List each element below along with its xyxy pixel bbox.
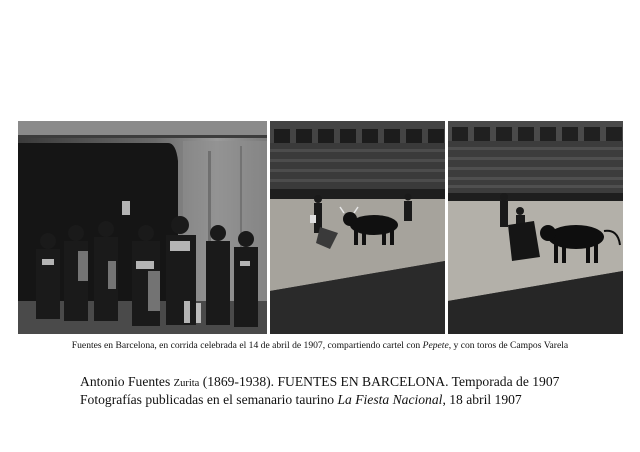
title-line-2 [80,392,620,408]
photo-bullfighters-group-image [18,121,267,334]
photo-bullfight-pass [270,121,445,334]
title-line-1-rest: (1869-1938). FUENTES EN BARCELONA. Temporada de 1907 [199,374,560,389]
caption-text-start: Fuentes en Barcelona, en corrida celebrada el 14 de abril de 1907, compartiendo cartel con [71,340,423,351]
photo-bullfighters-group [18,121,267,334]
title-author: Antonio Fuentes [80,374,174,389]
photo-bullfight-cape-pass-image [448,121,623,334]
photo-bullfight-pass-image [270,121,445,334]
title-line-2-end: , 18 abril 1907 [442,392,522,407]
publication-name: La Fiesta Nacional [337,392,443,407]
caption-text-end: , y con toros de Campos Varela [448,340,569,351]
photo-bullfight-cape-pass [448,121,623,334]
caption-name-pepete: Pepete [422,340,449,351]
title-line-2-start: Fotografías publicadas en el semanario taurino [80,392,338,407]
photo-caption [0,340,640,352]
title-author-surname: Zurita [173,378,200,389]
title-block [80,374,620,408]
title-line-1 [80,374,620,392]
